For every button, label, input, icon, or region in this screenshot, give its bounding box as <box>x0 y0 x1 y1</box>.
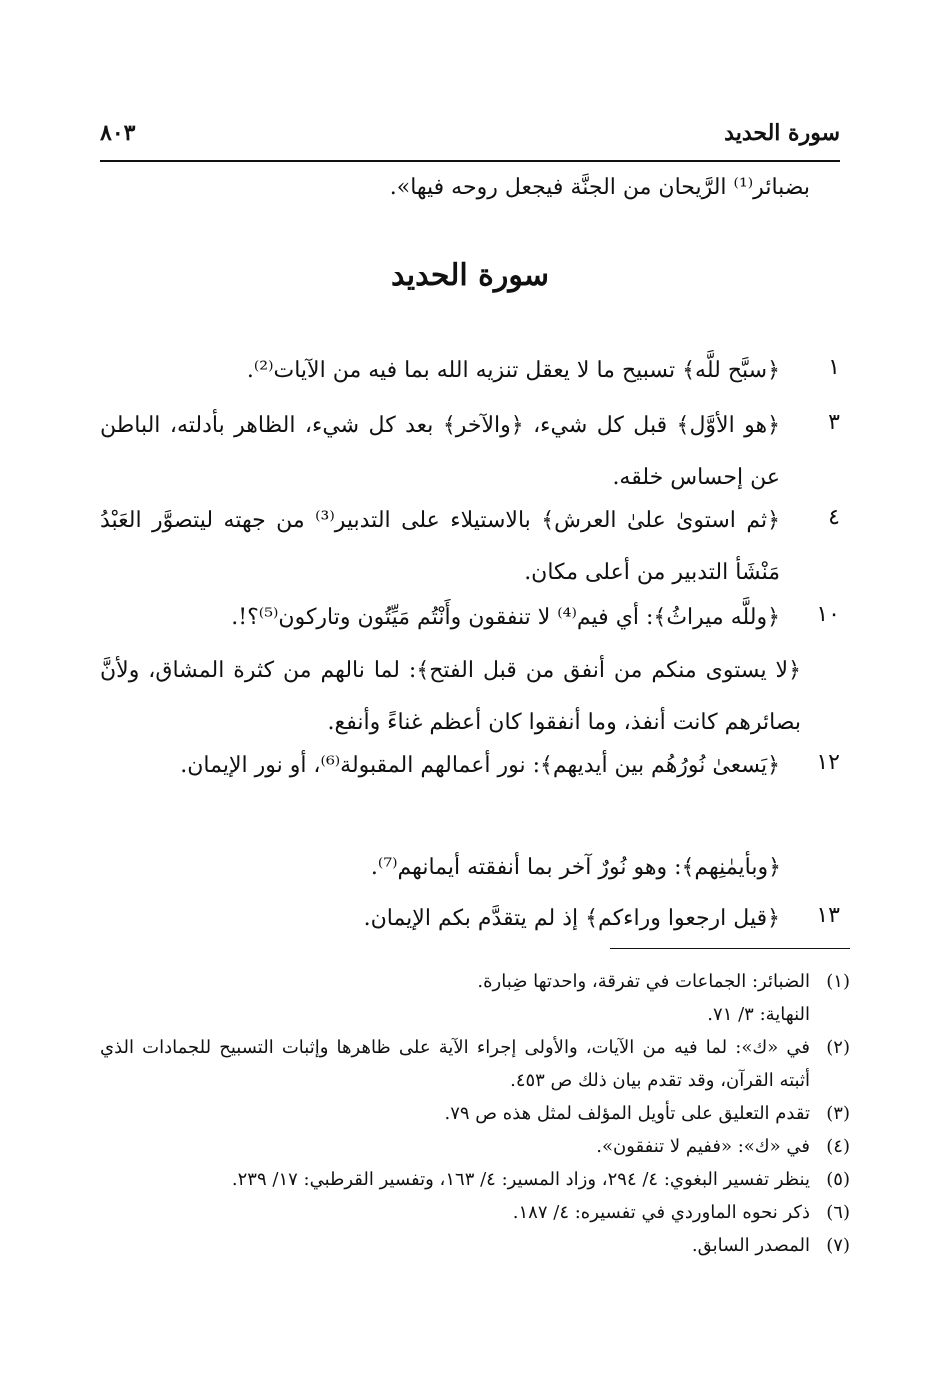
footnote-number: (٢) <box>826 1037 850 1058</box>
verse-entry <box>100 495 840 599</box>
footnote-divider <box>610 948 850 949</box>
footnote-number: (١) <box>826 971 850 992</box>
verse-commentary: ﴿لا يستوى منكم من أنفق من قبل الفتح﴾: لما نالهم من كثرة المشاق، ولأنَّ بصائرهم كانت أنفذ، وما أنفقوا كان أعظم غناءً وأنفع. <box>100 658 801 735</box>
verse-commentary: ﴿هو الأوَّل﴾ قبل كل شيء، ﴿والآخر﴾ بعد كل شيء، الظاهر بأدلته، الباطن عن إحساس خلقه. <box>100 413 780 490</box>
verse-entry <box>100 592 840 644</box>
verse-commentary: ﴿قيل ارجعوا وراءكم﴾ إذ لم يتقدَّم بكم الإيمان. <box>363 906 780 931</box>
verse-commentary: ﴿وبأيمٰنِهم﴾: وهو نُورٌ آخر بما أنفقته أيمانهم⁽⁷⁾. <box>370 855 781 880</box>
footnote-text: المصدر السابق. <box>691 1235 810 1256</box>
verse-number: ٤ <box>828 505 840 530</box>
footnote-number: (٦) <box>826 1202 850 1223</box>
verse-number: ١٣ <box>816 903 840 928</box>
footnote-text: في «ك»: «ففيم لا تنفقون». <box>596 1136 810 1157</box>
verse-commentary: ﴿ثم استوىٰ علىٰ العرش﴾ بالاستيلاء على التدبير⁽³⁾ من جهته ليتصوَّر العَبْدُ مَنْشَأ التدبير من أعلى مكان. <box>100 508 780 585</box>
verse-entry <box>100 400 840 504</box>
footnote <box>100 1097 850 1130</box>
footnote-number: (٧) <box>826 1235 850 1256</box>
continuation-line: بضبائر⁽¹⁾ الرَّيحان من الجنَّة فيجعل روحه فيها». <box>389 175 810 200</box>
footnote <box>100 1229 850 1262</box>
verse-commentary: ﴿وللَّه ميراثُ﴾: أي فيم⁽⁴⁾ لا تنفقون وأَنْتُم مَيِّتُون وتاركون⁽⁵⁾؟!. <box>231 605 780 630</box>
verse-commentary: ﴿يَسعىٰ نُورُهُم بين أيديهم﴾: نور أعمالهم المقبولة⁽⁶⁾، أو نور الإيمان. <box>180 753 780 778</box>
page-number: ٨٠٣ <box>100 120 136 146</box>
footnote-text: ينظر تفسير البغوي: ٤/ ٢٩٤، وزاد المسير: ٤/ ١٦٣، وتفسير القرطبي: ١٧/ ٢٣٩. <box>231 1169 810 1190</box>
footnote-number: (٣) <box>826 1103 850 1124</box>
verse-number: ١٢ <box>816 750 840 775</box>
verse-entry <box>100 740 840 844</box>
footnote-text: الضبائر: الجماعات في تفرقة، واحدتها ضِبارة. النهاية: ٣/ ٧١. <box>477 971 810 1025</box>
footnotes <box>100 965 850 1262</box>
verse-number: ١٠ <box>816 602 840 627</box>
verse-entry <box>100 893 840 945</box>
surah-heading: سورة الحديد <box>391 258 549 293</box>
footnote <box>100 1130 850 1163</box>
header-divider <box>100 160 840 162</box>
footnote-number: (٥) <box>826 1169 850 1190</box>
running-title: سورة الحديد <box>724 120 840 146</box>
footnote-number: (٤) <box>826 1136 850 1157</box>
footnote <box>100 1163 850 1196</box>
verse-number: ١ <box>828 355 840 380</box>
verse-commentary: ﴿سبَّح للَّه﴾ تسبيح ما لا يعقل تنزيه الله بما فيه من الآيات⁽²⁾. <box>246 358 780 383</box>
footnote <box>100 1196 850 1229</box>
footnote-text: ذكر نحوه الماوردي في تفسيره: ٤/ ١٨٧. <box>512 1202 810 1223</box>
verse-entry <box>100 345 840 397</box>
footnote <box>100 965 850 1031</box>
footnote-text: في «ك»: لما فيه من الآيات، والأولى إجراء الآية على ظاهرها وإثبات التسبيح للجمادات الذي أثبته القرآن، وقد تقدم بيان ذلك ص ٤٥٣. <box>100 1037 810 1091</box>
footnote-text: تقدم التعليق على تأويل المؤلف لمثل هذه ص ٧٩. <box>444 1103 810 1124</box>
verse-number: ٣ <box>828 410 840 435</box>
footnote <box>100 1031 850 1097</box>
page-header <box>100 120 840 160</box>
